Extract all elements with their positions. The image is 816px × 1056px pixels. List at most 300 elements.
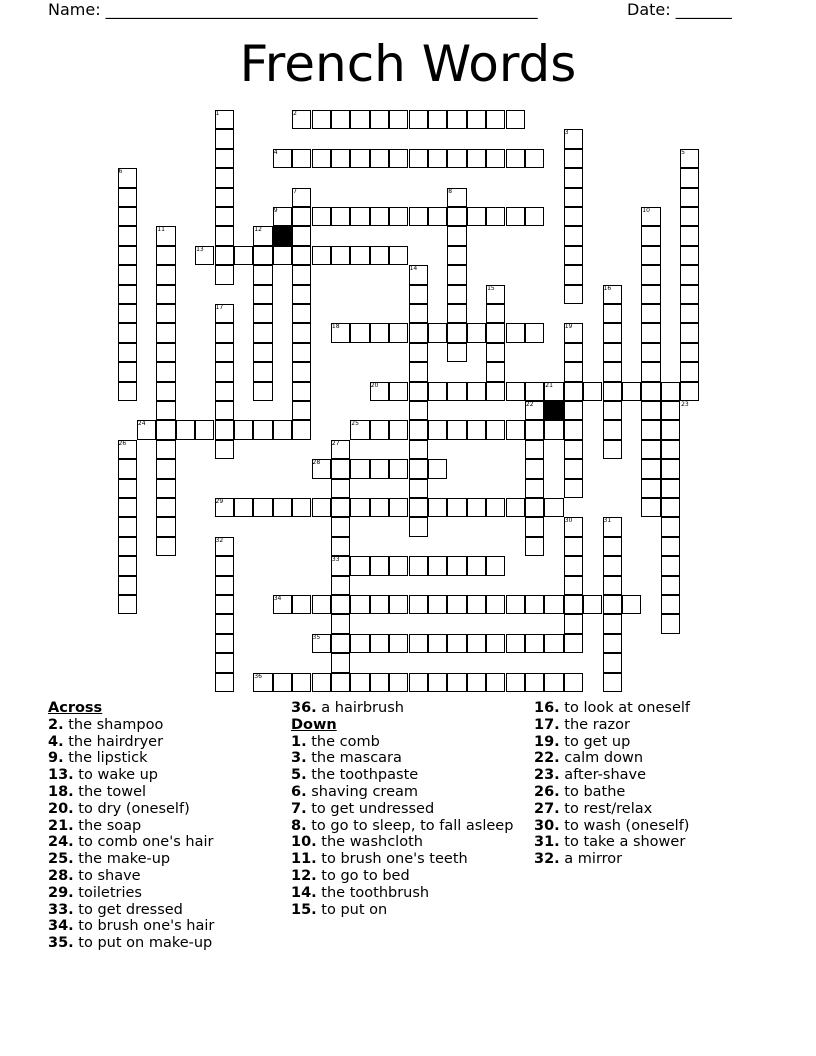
answer-cell[interactable] <box>506 207 525 226</box>
answer-cell[interactable] <box>641 285 660 304</box>
answer-cell[interactable] <box>428 459 447 478</box>
answer-cell[interactable] <box>156 382 175 401</box>
answer-cell[interactable] <box>564 285 583 304</box>
answer-cell[interactable] <box>467 673 486 692</box>
answer-cell[interactable] <box>525 517 544 536</box>
answer-cell[interactable] <box>215 576 234 595</box>
answer-cell[interactable] <box>428 323 447 342</box>
answer-cell[interactable] <box>312 673 331 692</box>
answer-cell[interactable] <box>564 556 583 575</box>
answer-cell[interactable] <box>661 614 680 633</box>
answer-cell[interactable] <box>118 343 137 362</box>
answer-cell[interactable] <box>350 498 369 517</box>
answer-cell[interactable] <box>641 323 660 342</box>
answer-cell[interactable] <box>118 595 137 614</box>
answer-cell[interactable] <box>680 188 699 207</box>
answer-cell[interactable] <box>350 634 369 653</box>
answer-cell[interactable] <box>603 614 622 633</box>
answer-cell[interactable] <box>467 595 486 614</box>
answer-cell[interactable] <box>370 420 389 439</box>
answer-cell[interactable] <box>486 323 505 342</box>
answer-cell[interactable] <box>467 420 486 439</box>
answer-cell[interactable] <box>486 382 505 401</box>
answer-cell[interactable] <box>486 634 505 653</box>
answer-cell[interactable] <box>273 673 292 692</box>
answer-cell[interactable] <box>447 420 466 439</box>
answer-cell[interactable] <box>603 653 622 672</box>
answer-cell[interactable] <box>525 382 544 401</box>
answer-cell[interactable] <box>467 207 486 226</box>
answer-cell[interactable] <box>253 265 272 284</box>
answer-cell[interactable] <box>312 595 331 614</box>
answer-cell[interactable] <box>331 576 350 595</box>
answer-cell[interactable] <box>118 246 137 265</box>
answer-cell[interactable] <box>564 595 583 614</box>
answer-cell[interactable] <box>428 110 447 129</box>
answer-cell[interactable] <box>525 440 544 459</box>
answer-cell[interactable] <box>215 401 234 420</box>
answer-cell[interactable] <box>389 673 408 692</box>
answer-cell[interactable] <box>370 556 389 575</box>
answer-cell[interactable] <box>215 226 234 245</box>
answer-cell[interactable] <box>215 634 234 653</box>
answer-cell[interactable] <box>350 595 369 614</box>
answer-cell[interactable] <box>603 537 622 556</box>
answer-cell[interactable] <box>331 537 350 556</box>
answer-cell[interactable] <box>525 459 544 478</box>
answer-cell[interactable] <box>467 110 486 129</box>
answer-cell[interactable] <box>661 498 680 517</box>
answer-cell[interactable] <box>544 634 563 653</box>
answer-cell[interactable] <box>564 401 583 420</box>
answer-cell[interactable] <box>156 304 175 323</box>
answer-cell[interactable] <box>486 149 505 168</box>
answer-cell[interactable] <box>234 246 253 265</box>
answer-cell[interactable] <box>273 498 292 517</box>
answer-cell[interactable] <box>389 634 408 653</box>
answer-cell[interactable] <box>389 207 408 226</box>
answer-cell[interactable] <box>622 595 641 614</box>
answer-cell[interactable] <box>661 556 680 575</box>
answer-cell[interactable] <box>467 382 486 401</box>
answer-cell[interactable] <box>447 110 466 129</box>
answer-cell[interactable] <box>389 556 408 575</box>
answer-cell[interactable] <box>331 110 350 129</box>
answer-cell[interactable] <box>389 323 408 342</box>
answer-cell[interactable] <box>350 246 369 265</box>
answer-cell[interactable] <box>370 634 389 653</box>
answer-cell[interactable] <box>564 265 583 284</box>
answer-cell[interactable] <box>603 440 622 459</box>
answer-cell[interactable] <box>603 420 622 439</box>
answer-cell[interactable] <box>156 343 175 362</box>
answer-cell[interactable] <box>409 149 428 168</box>
answer-cell[interactable] <box>544 673 563 692</box>
answer-cell[interactable] <box>641 459 660 478</box>
answer-cell[interactable] <box>350 673 369 692</box>
answer-cell[interactable] <box>118 304 137 323</box>
answer-cell[interactable] <box>447 673 466 692</box>
answer-cell[interactable] <box>156 498 175 517</box>
answer-cell[interactable] <box>603 382 622 401</box>
answer-cell[interactable] <box>312 207 331 226</box>
answer-cell[interactable] <box>370 246 389 265</box>
answer-cell[interactable] <box>525 207 544 226</box>
answer-cell[interactable] <box>467 498 486 517</box>
answer-cell[interactable] <box>292 304 311 323</box>
answer-cell[interactable] <box>544 595 563 614</box>
answer-cell[interactable] <box>564 614 583 633</box>
answer-cell[interactable] <box>467 634 486 653</box>
answer-cell[interactable] <box>370 595 389 614</box>
answer-cell[interactable] <box>215 420 234 439</box>
answer-cell[interactable] <box>525 323 544 342</box>
answer-cell[interactable] <box>525 537 544 556</box>
answer-cell[interactable] <box>506 595 525 614</box>
answer-cell[interactable] <box>215 246 234 265</box>
answer-cell[interactable] <box>292 595 311 614</box>
answer-cell[interactable] <box>118 382 137 401</box>
answer-cell[interactable] <box>641 265 660 284</box>
answer-cell[interactable] <box>564 168 583 187</box>
answer-cell[interactable] <box>525 673 544 692</box>
answer-cell[interactable] <box>389 420 408 439</box>
answer-cell[interactable] <box>118 188 137 207</box>
answer-cell[interactable] <box>486 498 505 517</box>
answer-cell[interactable] <box>583 595 602 614</box>
answer-cell[interactable] <box>389 149 408 168</box>
answer-cell[interactable] <box>564 226 583 245</box>
answer-cell[interactable] <box>603 576 622 595</box>
answer-cell[interactable] <box>409 285 428 304</box>
answer-cell[interactable] <box>661 595 680 614</box>
answer-cell[interactable] <box>409 459 428 478</box>
answer-cell[interactable] <box>370 110 389 129</box>
answer-cell[interactable] <box>350 556 369 575</box>
answer-cell[interactable] <box>603 304 622 323</box>
answer-cell[interactable] <box>603 556 622 575</box>
answer-cell[interactable] <box>409 323 428 342</box>
answer-cell[interactable] <box>641 343 660 362</box>
answer-cell[interactable] <box>409 343 428 362</box>
answer-cell[interactable] <box>409 304 428 323</box>
answer-cell[interactable] <box>370 207 389 226</box>
answer-cell[interactable] <box>564 440 583 459</box>
answer-cell[interactable] <box>292 226 311 245</box>
answer-cell[interactable] <box>544 498 563 517</box>
answer-cell[interactable] <box>603 362 622 381</box>
answer-cell[interactable] <box>350 110 369 129</box>
answer-cell[interactable] <box>486 673 505 692</box>
answer-cell[interactable] <box>486 595 505 614</box>
answer-cell[interactable] <box>641 420 660 439</box>
answer-cell[interactable] <box>253 362 272 381</box>
answer-cell[interactable] <box>215 362 234 381</box>
answer-cell[interactable] <box>331 614 350 633</box>
answer-cell[interactable] <box>350 323 369 342</box>
answer-cell[interactable] <box>680 323 699 342</box>
answer-cell[interactable] <box>506 420 525 439</box>
answer-cell[interactable] <box>215 556 234 575</box>
answer-cell[interactable] <box>486 362 505 381</box>
answer-cell[interactable] <box>583 382 602 401</box>
answer-cell[interactable] <box>506 634 525 653</box>
answer-cell[interactable] <box>118 479 137 498</box>
answer-cell[interactable] <box>641 498 660 517</box>
answer-cell[interactable] <box>661 479 680 498</box>
answer-cell[interactable] <box>506 498 525 517</box>
answer-cell[interactable] <box>350 149 369 168</box>
answer-cell[interactable] <box>253 323 272 342</box>
answer-cell[interactable] <box>564 343 583 362</box>
answer-cell[interactable] <box>215 440 234 459</box>
answer-cell[interactable] <box>409 401 428 420</box>
answer-cell[interactable] <box>292 207 311 226</box>
answer-cell[interactable] <box>564 149 583 168</box>
answer-cell[interactable] <box>428 420 447 439</box>
answer-cell[interactable] <box>331 479 350 498</box>
answer-cell[interactable] <box>253 420 272 439</box>
answer-cell[interactable] <box>486 304 505 323</box>
answer-cell[interactable] <box>661 459 680 478</box>
answer-cell[interactable] <box>253 246 272 265</box>
answer-cell[interactable] <box>118 226 137 245</box>
answer-cell[interactable] <box>428 673 447 692</box>
answer-cell[interactable] <box>389 498 408 517</box>
answer-cell[interactable] <box>409 517 428 536</box>
answer-cell[interactable] <box>215 614 234 633</box>
answer-cell[interactable] <box>118 323 137 342</box>
answer-cell[interactable] <box>428 207 447 226</box>
answer-cell[interactable] <box>525 149 544 168</box>
answer-cell[interactable] <box>118 576 137 595</box>
answer-cell[interactable] <box>253 343 272 362</box>
answer-cell[interactable] <box>506 382 525 401</box>
answer-cell[interactable] <box>292 343 311 362</box>
answer-cell[interactable] <box>564 479 583 498</box>
answer-cell[interactable] <box>564 382 583 401</box>
answer-cell[interactable] <box>661 576 680 595</box>
answer-cell[interactable] <box>486 420 505 439</box>
answer-cell[interactable] <box>486 343 505 362</box>
answer-cell[interactable] <box>370 673 389 692</box>
answer-cell[interactable] <box>447 285 466 304</box>
answer-cell[interactable] <box>292 673 311 692</box>
answer-cell[interactable] <box>409 634 428 653</box>
answer-cell[interactable] <box>215 149 234 168</box>
answer-cell[interactable] <box>603 343 622 362</box>
answer-cell[interactable] <box>447 149 466 168</box>
answer-cell[interactable] <box>603 634 622 653</box>
answer-cell[interactable] <box>389 110 408 129</box>
answer-cell[interactable] <box>156 459 175 478</box>
answer-cell[interactable] <box>292 401 311 420</box>
answer-cell[interactable] <box>389 595 408 614</box>
answer-cell[interactable] <box>564 537 583 556</box>
answer-cell[interactable] <box>253 304 272 323</box>
answer-cell[interactable] <box>118 362 137 381</box>
answer-cell[interactable] <box>447 246 466 265</box>
answer-cell[interactable] <box>118 265 137 284</box>
answer-cell[interactable] <box>525 634 544 653</box>
answer-cell[interactable] <box>564 188 583 207</box>
answer-cell[interactable] <box>156 362 175 381</box>
answer-cell[interactable] <box>564 246 583 265</box>
answer-cell[interactable] <box>331 246 350 265</box>
answer-cell[interactable] <box>467 323 486 342</box>
answer-cell[interactable] <box>195 420 214 439</box>
answer-cell[interactable] <box>409 362 428 381</box>
answer-cell[interactable] <box>215 207 234 226</box>
answer-cell[interactable] <box>409 110 428 129</box>
answer-cell[interactable] <box>447 304 466 323</box>
answer-cell[interactable] <box>603 323 622 342</box>
answer-cell[interactable] <box>428 634 447 653</box>
answer-cell[interactable] <box>234 420 253 439</box>
answer-cell[interactable] <box>447 207 466 226</box>
answer-cell[interactable] <box>118 498 137 517</box>
answer-cell[interactable] <box>331 459 350 478</box>
answer-cell[interactable] <box>215 653 234 672</box>
answer-cell[interactable] <box>292 246 311 265</box>
answer-cell[interactable] <box>680 382 699 401</box>
answer-cell[interactable] <box>215 343 234 362</box>
answer-cell[interactable] <box>564 420 583 439</box>
answer-cell[interactable] <box>447 595 466 614</box>
answer-cell[interactable] <box>409 382 428 401</box>
answer-cell[interactable] <box>156 323 175 342</box>
answer-cell[interactable] <box>389 382 408 401</box>
answer-cell[interactable] <box>525 595 544 614</box>
answer-cell[interactable] <box>312 498 331 517</box>
answer-cell[interactable] <box>409 207 428 226</box>
answer-cell[interactable] <box>409 479 428 498</box>
answer-cell[interactable] <box>292 498 311 517</box>
answer-cell[interactable] <box>215 595 234 614</box>
answer-cell[interactable] <box>118 459 137 478</box>
answer-cell[interactable] <box>447 343 466 362</box>
answer-cell[interactable] <box>156 246 175 265</box>
answer-cell[interactable] <box>564 634 583 653</box>
answer-cell[interactable] <box>564 459 583 478</box>
answer-cell[interactable] <box>331 634 350 653</box>
answer-cell[interactable] <box>253 285 272 304</box>
answer-cell[interactable] <box>661 382 680 401</box>
answer-cell[interactable] <box>215 188 234 207</box>
answer-cell[interactable] <box>641 226 660 245</box>
answer-cell[interactable] <box>156 440 175 459</box>
answer-cell[interactable] <box>506 323 525 342</box>
answer-cell[interactable] <box>447 382 466 401</box>
answer-cell[interactable] <box>118 517 137 536</box>
answer-cell[interactable] <box>253 382 272 401</box>
answer-cell[interactable] <box>525 420 544 439</box>
answer-cell[interactable] <box>603 595 622 614</box>
answer-cell[interactable] <box>331 673 350 692</box>
answer-cell[interactable] <box>409 440 428 459</box>
answer-cell[interactable] <box>680 226 699 245</box>
answer-cell[interactable] <box>641 246 660 265</box>
answer-cell[interactable] <box>467 149 486 168</box>
answer-cell[interactable] <box>564 576 583 595</box>
answer-cell[interactable] <box>428 595 447 614</box>
answer-cell[interactable] <box>331 595 350 614</box>
answer-cell[interactable] <box>215 168 234 187</box>
answer-cell[interactable] <box>680 304 699 323</box>
answer-cell[interactable] <box>331 207 350 226</box>
answer-cell[interactable] <box>156 265 175 284</box>
answer-cell[interactable] <box>273 246 292 265</box>
answer-cell[interactable] <box>176 420 195 439</box>
answer-cell[interactable] <box>350 459 369 478</box>
answer-cell[interactable] <box>661 537 680 556</box>
answer-cell[interactable] <box>370 459 389 478</box>
answer-cell[interactable] <box>641 440 660 459</box>
answer-cell[interactable] <box>409 595 428 614</box>
answer-cell[interactable] <box>118 207 137 226</box>
answer-cell[interactable] <box>215 673 234 692</box>
answer-cell[interactable] <box>331 653 350 672</box>
answer-cell[interactable] <box>680 362 699 381</box>
answer-cell[interactable] <box>447 265 466 284</box>
answer-cell[interactable] <box>156 479 175 498</box>
answer-cell[interactable] <box>409 498 428 517</box>
answer-cell[interactable] <box>389 459 408 478</box>
answer-cell[interactable] <box>486 110 505 129</box>
answer-cell[interactable] <box>118 285 137 304</box>
answer-cell[interactable] <box>350 207 369 226</box>
answer-cell[interactable] <box>506 149 525 168</box>
answer-cell[interactable] <box>215 323 234 342</box>
answer-cell[interactable] <box>680 246 699 265</box>
answer-cell[interactable] <box>292 323 311 342</box>
answer-cell[interactable] <box>234 498 253 517</box>
answer-cell[interactable] <box>564 207 583 226</box>
answer-cell[interactable] <box>680 207 699 226</box>
answer-cell[interactable] <box>118 537 137 556</box>
answer-cell[interactable] <box>312 149 331 168</box>
answer-cell[interactable] <box>486 556 505 575</box>
answer-cell[interactable] <box>292 285 311 304</box>
answer-cell[interactable] <box>156 420 175 439</box>
answer-cell[interactable] <box>447 323 466 342</box>
answer-cell[interactable] <box>292 382 311 401</box>
answer-cell[interactable] <box>118 556 137 575</box>
answer-cell[interactable] <box>428 382 447 401</box>
answer-cell[interactable] <box>253 498 272 517</box>
answer-cell[interactable] <box>409 673 428 692</box>
answer-cell[interactable] <box>370 498 389 517</box>
answer-cell[interactable] <box>506 110 525 129</box>
answer-cell[interactable] <box>661 517 680 536</box>
answer-cell[interactable] <box>215 129 234 148</box>
answer-cell[interactable] <box>680 285 699 304</box>
answer-cell[interactable] <box>331 498 350 517</box>
answer-cell[interactable] <box>312 110 331 129</box>
answer-cell[interactable] <box>525 498 544 517</box>
answer-cell[interactable] <box>428 556 447 575</box>
answer-cell[interactable] <box>215 382 234 401</box>
answer-cell[interactable] <box>564 673 583 692</box>
answer-cell[interactable] <box>447 634 466 653</box>
answer-cell[interactable] <box>370 149 389 168</box>
answer-cell[interactable] <box>428 149 447 168</box>
answer-cell[interactable] <box>292 362 311 381</box>
answer-cell[interactable] <box>641 382 660 401</box>
answer-cell[interactable] <box>331 517 350 536</box>
answer-cell[interactable] <box>680 265 699 284</box>
answer-cell[interactable] <box>564 362 583 381</box>
